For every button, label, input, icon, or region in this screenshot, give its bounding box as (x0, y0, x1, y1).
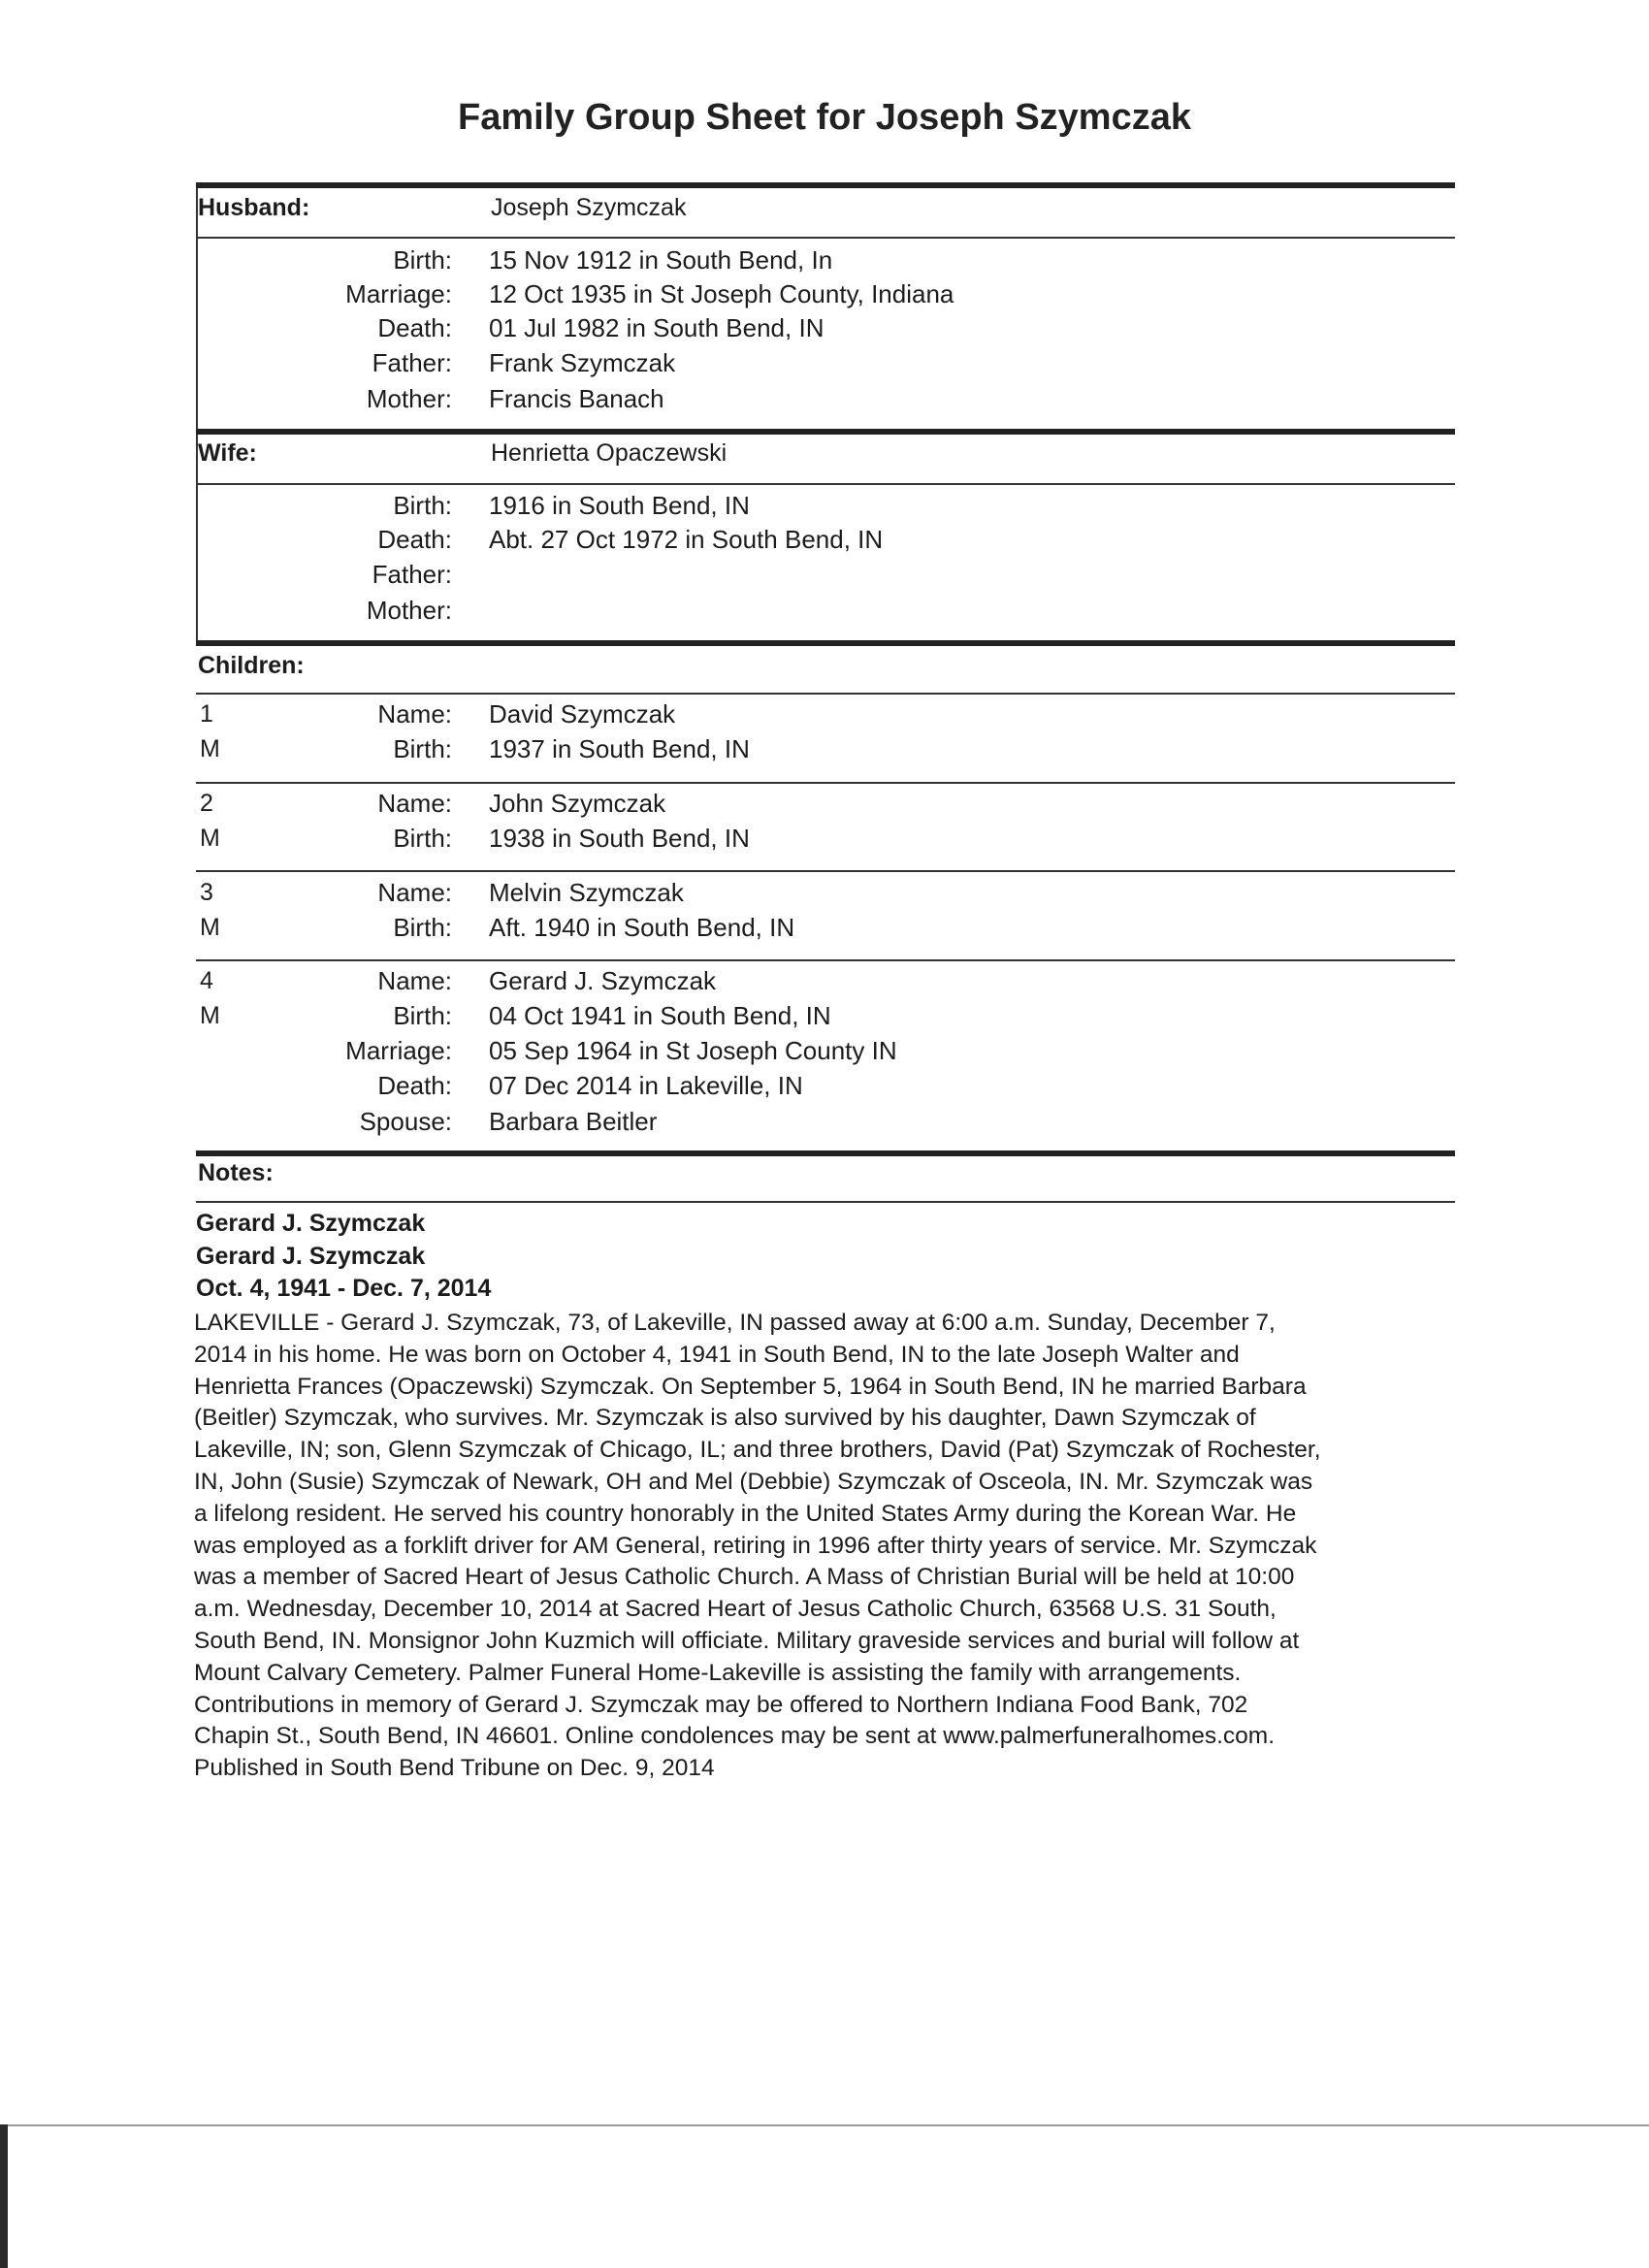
child-4-name-label: Name: (377, 966, 452, 995)
child-4-number: 4 (200, 967, 213, 994)
husband-top-rule (196, 182, 1455, 188)
child-1-birth-label: Birth: (393, 734, 452, 763)
child-2-birth-label: Birth: (393, 824, 452, 853)
child-3-birth-label: Birth: (393, 913, 452, 942)
husband-marriage-value: 12 Oct 1935 in St Joseph County, Indiana (489, 279, 954, 308)
child-4-death-value: 07 Dec 2014 in Lakeville, IN (489, 1071, 803, 1100)
child-2-rule (196, 870, 1455, 872)
child-1-birth-value: 1937 in South Bend, IN (489, 734, 750, 763)
husband-birth-value: 15 Nov 1912 in South Bend, In (489, 245, 833, 275)
wife-name: Henrietta Opaczewski (491, 439, 728, 467)
obituary-line: (Beitler) Szymczak, who survives. Mr. Szymczak is also survived by his daughter, Dawn Szymczak of (194, 1405, 1256, 1432)
husband-marriage-label: Marriage: (345, 279, 452, 308)
obituary-line: 2014 in his home. He was born on October 4, 1941 in South Bend, IN to the late Joseph Walter and (194, 1341, 1240, 1368)
child-1-name-value: David Szymczak (489, 699, 676, 729)
child-2-birth-value: 1938 in South Bend, IN (489, 824, 750, 853)
scan-bottom-edge (0, 2124, 1649, 2126)
child-2-number: 2 (200, 790, 213, 817)
child-4-spouse-value: Barbara Beitler (489, 1107, 658, 1136)
obituary-line: a.m. Wednesday, December 10, 2014 at Sacred Heart of Jesus Catholic Church, 63568 U.S. 31 South, (194, 1596, 1277, 1623)
child-4-sex: M (200, 1002, 220, 1029)
wife-mother-label: Mother: (366, 596, 452, 625)
husband-mother-value: Francis Banach (489, 384, 664, 413)
child-3-sex: M (200, 914, 220, 941)
child-3-name-label: Name: (377, 878, 452, 907)
child-4-birth-value: 04 Oct 1941 in South Bend, IN (489, 1001, 831, 1030)
notes-heading-name-repeat: Gerard J. Szymczak (196, 1243, 426, 1270)
obituary-line: a lifelong resident. He served his country honorably in the United States Army during the Korean War. He (194, 1500, 1297, 1527)
wife-birth-label: Birth: (393, 491, 452, 520)
children-section-label: Children: (198, 652, 305, 679)
page-title: Family Group Sheet for Joseph Szymczak (458, 97, 1191, 138)
obituary-line: Mount Calvary Cemetery. Palmer Funeral Home-Lakeville is assisting the family with arrangements. (194, 1659, 1242, 1686)
child-4-death-label: Death: (377, 1071, 452, 1100)
notes-heading-name: Gerard J. Szymczak (196, 1210, 426, 1237)
obituary-line: LAKEVILLE - Gerard J. Szymczak, 73, of Lakeville, IN passed away at 6:00 a.m. Sunday, December 7, (194, 1310, 1276, 1336)
child-3-name-value: Melvin Szymczak (489, 878, 684, 907)
children-header-rule (196, 693, 1455, 695)
child-4-marriage-label: Marriage: (345, 1036, 452, 1065)
child-3-number: 3 (200, 879, 213, 906)
child-2-name-label: Name: (377, 789, 452, 818)
child-1-rule (196, 782, 1455, 784)
notes-header-rule (196, 1201, 1455, 1203)
husband-death-value: 01 Jul 1982 in South Bend, IN (489, 313, 824, 342)
obituary-text (194, 1308, 1474, 1785)
child-4-name-value: Gerard J. Szymczak (489, 966, 717, 995)
notes-section-label: Notes: (198, 1159, 274, 1186)
wife-section-label: Wife: (198, 439, 257, 467)
obituary-line: Contributions in memory of Gerard J. Szymczak may be offered to Northern Indiana Food Bank, 702 (194, 1691, 1248, 1718)
scan-left-shadow (0, 2124, 8, 2268)
husband-name: Joseph Szymczak (491, 194, 687, 221)
wife-top-rule (196, 429, 1455, 435)
notes-heading-dates: Oct. 4, 1941 - Dec. 7, 2014 (196, 1275, 492, 1302)
child-2-sex: M (200, 825, 220, 852)
obituary-line: Published in South Bend Tribune on Dec. 9, 2014 (194, 1755, 715, 1782)
notes-top-rule (196, 1150, 1455, 1156)
child-4-spouse-label: Spouse: (359, 1107, 452, 1136)
child-3-birth-value: Aft. 1940 in South Bend, IN (489, 913, 795, 942)
obituary-line: Chapin St., South Bend, IN 46601. Online condolences may be sent at www.palmerfuneralhomes.com. (194, 1723, 1276, 1750)
child-1-name-label: Name: (377, 699, 452, 729)
obituary-line: Lakeville, IN; son, Glenn Szymczak of Chicago, IL; and three brothers, David (Pat) Szymczak of Rochester, (194, 1437, 1321, 1464)
husband-birth-label: Birth: (393, 245, 452, 275)
obituary-line: Henrietta Frances (Opaczewski) Szymczak. On September 5, 1964 in South Bend, IN he married Barbara (194, 1373, 1307, 1400)
husband-left-rule (196, 188, 198, 429)
children-top-rule (196, 640, 1455, 646)
husband-mother-label: Mother: (366, 384, 452, 413)
husband-father-label: Father: (372, 348, 452, 377)
child-1-sex: M (200, 735, 220, 762)
obituary-line: was employed as a forklift driver for AM General, retiring in 1996 after thirty years of service. Mr. Szymczak (194, 1532, 1317, 1559)
husband-father-value: Frank Szymczak (489, 348, 676, 377)
wife-father-label: Father: (372, 560, 452, 589)
obituary-line: was a member of Sacred Heart of Jesus Catholic Church. A Mass of Christian Burial will be held at 10:00 (194, 1564, 1295, 1591)
child-4-birth-label: Birth: (393, 1001, 452, 1030)
wife-death-label: Death: (377, 525, 452, 554)
husband-section-label: Husband: (198, 194, 310, 221)
wife-birth-value: 1916 in South Bend, IN (489, 491, 750, 520)
wife-death-value: Abt. 27 Oct 1972 in South Bend, IN (489, 525, 884, 554)
obituary-line: South Bend, IN. Monsignor John Kuzmich will officiate. Military graveside services and burial will follow at (194, 1627, 1300, 1654)
husband-name-rule (196, 237, 1455, 239)
obituary-line: IN, John (Susie) Szymczak of Newark, OH and Mel (Debbie) Szymczak of Osceola, IN. Mr. Szymczak was (194, 1468, 1313, 1495)
child-4-marriage-value: 05 Sep 1964 in St Joseph County IN (489, 1036, 897, 1065)
wife-name-rule (196, 483, 1455, 485)
child-1-number: 1 (200, 700, 213, 728)
child-2-name-value: John Szymczak (489, 789, 666, 818)
husband-death-label: Death: (377, 313, 452, 342)
child-3-rule (196, 959, 1455, 961)
